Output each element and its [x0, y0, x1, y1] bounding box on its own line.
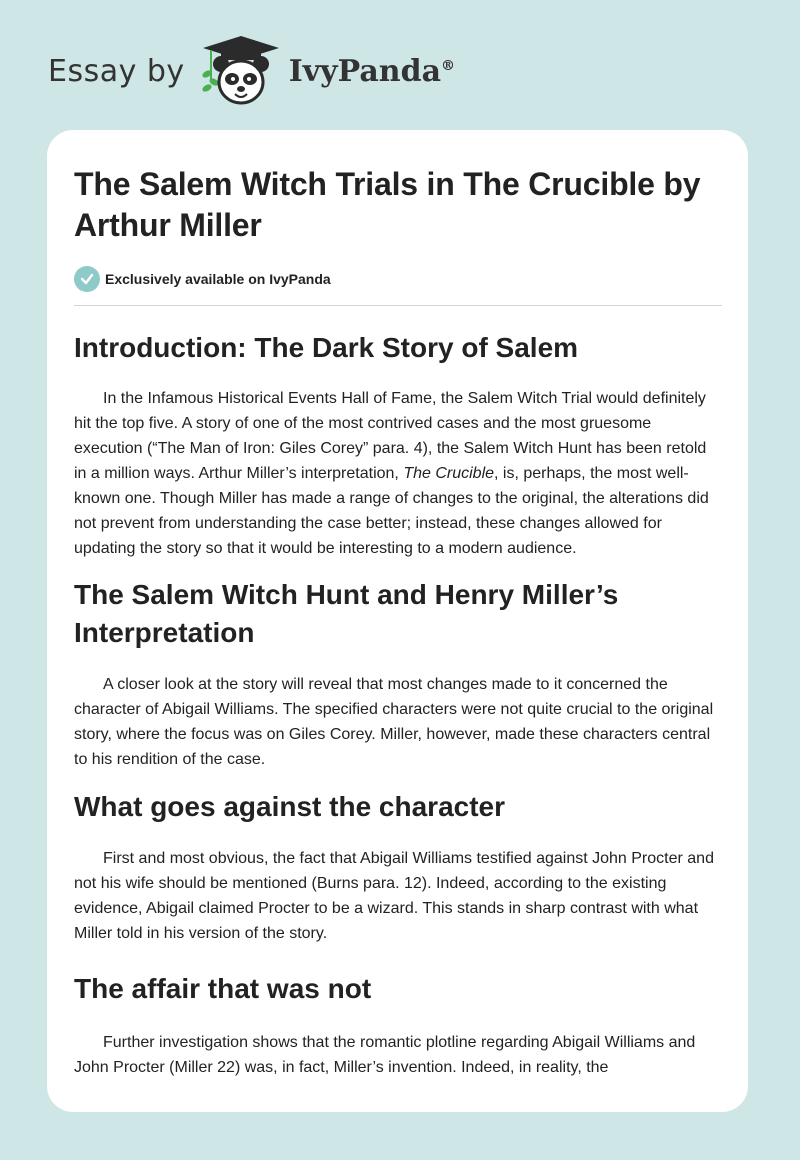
site-header [48, 34, 455, 108]
divider [74, 305, 722, 306]
section-paragraph: In the Infamous Historical Events Hall of Fame, the Salem Witch Trial would definitely hit the top five. A story of one of the most contrived cases and the most gruesome execution (“The Man of Iron: Giles Corey” para. 4), the Salem Witch Hunt has been retold in a million ways. Arthur Miller’s interpretation, The Crucible, is, perhaps, the most well-known one. Though Miller has made a range of changes to the original, the alterations did not prevent from understanding the case better; instead, these changes allowed for updating the story so that it would be interesting to a modern audience. [74, 390, 709, 557]
exclusive-badge [74, 266, 722, 292]
section-paragraph: A closer look at the story will reveal that most changes made to it concerned the character of Abigail Williams. The specified characters were not quite crucial to the original story, where the focus was on Giles Corey. Miller, however, made these characters central to his rendition of the case. [74, 676, 714, 768]
essay-by-label: Essay by [48, 53, 185, 89]
checkmark-icon [74, 266, 100, 292]
panda-graduate-icon [199, 34, 283, 108]
brand-name: IvyPanda® [288, 53, 456, 89]
essay-card [47, 130, 748, 1112]
section-paragraph: Further investigation shows that the romantic plotline regarding Abigail Williams and John Procter (Miller 22) was, in fact, Miller’s invention. Indeed, in reality, the [74, 1034, 696, 1076]
section-heading: The Salem Witch Hunt and Henry Miller’s Interpretation [74, 579, 619, 648]
section-witch-hunt-interpretation [74, 576, 722, 772]
essay-title: The Salem Witch Trials in The Crucible by Arthur Miller [74, 166, 701, 243]
section-introduction [74, 329, 722, 561]
section-affair [74, 970, 722, 1080]
section-heading: Introduction: The Dark Story of Salem [74, 332, 579, 363]
section-paragraph: First and most obvious, the fact that Abigail Williams testified against John Procter and not his wife should be mentioned (Burns para. 12). Indeed, according to the existing evidence, Abigail claimed Procter to be a wizard. This stands in sharp contrast with what Miller told in his version of the story. [74, 850, 714, 942]
section-heading: What goes against the character [74, 791, 506, 822]
exclusive-label: Exclusively available on IvyPanda [105, 271, 331, 287]
section-against-character [74, 788, 722, 946]
section-heading: The affair that was not [74, 973, 372, 1004]
